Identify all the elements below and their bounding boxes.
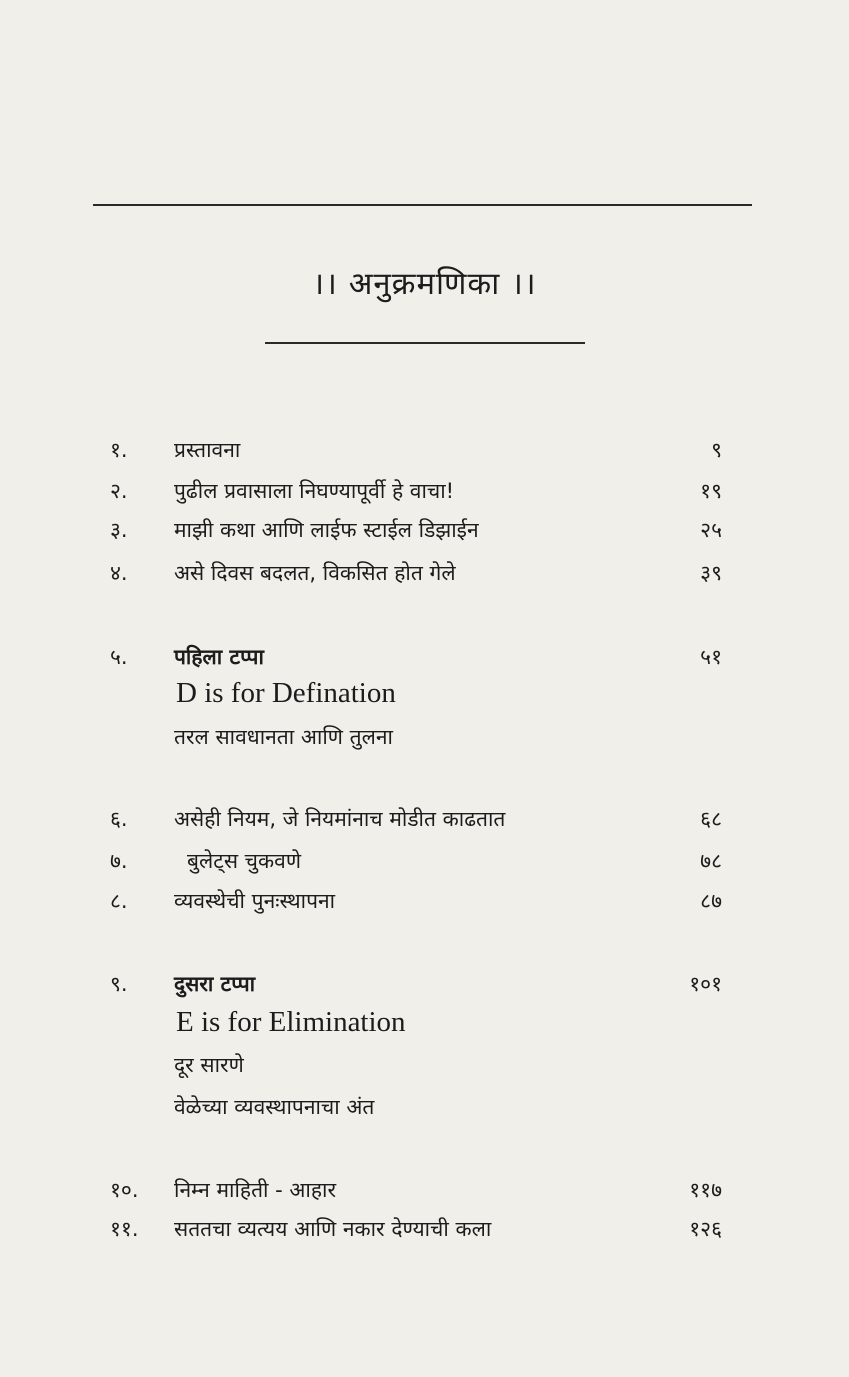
entry-number: १. xyxy=(110,438,128,462)
entry-page: ११७ xyxy=(689,1178,722,1202)
title-underline xyxy=(265,342,585,344)
entry-title: पुढील प्रवासाला निघण्यापूर्वी हे वाचा! xyxy=(174,479,455,503)
entry-number: १०. xyxy=(110,1178,139,1202)
entry-number: ३. xyxy=(110,518,128,542)
entry-title: निम्न माहिती - आहार xyxy=(174,1178,337,1202)
stage-subtitle-marathi-2: वेळेच्या व्यवस्थापनाचा अंत xyxy=(174,1095,375,1119)
entry-page: ८७ xyxy=(700,889,722,913)
entry-number: ६. xyxy=(110,807,128,831)
entry-number: ११. xyxy=(110,1217,139,1241)
entry-title: प्रस्तावना xyxy=(174,438,241,462)
entry-number: ५. xyxy=(110,645,128,669)
entry-page: १२६ xyxy=(689,1217,722,1241)
entry-title: असेही नियम, जे नियमांनाच मोडीत काढतात xyxy=(174,807,506,831)
stage-subtitle-marathi: दूर सारणे xyxy=(174,1053,244,1077)
page-title: ।। अनुक्रमणिका ।। xyxy=(312,266,537,302)
entry-page: ६८ xyxy=(700,807,722,831)
entry-page: १०१ xyxy=(689,972,722,996)
entry-page: ९ xyxy=(711,438,722,462)
entry-number: ७. xyxy=(110,849,128,873)
entry-page: १९ xyxy=(700,479,722,503)
entry-number: ९. xyxy=(110,972,128,996)
entry-page: ३९ xyxy=(700,561,722,585)
entry-title: व्यवस्थेची पुनःस्थापना xyxy=(174,889,336,913)
entry-title: दुसरा टप्पा xyxy=(174,972,256,996)
stage-subtitle-english: E is for Elimination xyxy=(176,1006,406,1038)
entry-number: ४. xyxy=(110,561,128,585)
entry-number: २. xyxy=(110,479,128,503)
entry-title: माझी कथा आणि लाईफ स्टाईल डिझाईन xyxy=(174,518,479,542)
entry-title: सततचा व्यत्यय आणि नकार देण्याची कला xyxy=(174,1217,492,1241)
entry-title: पहिला टप्पा xyxy=(174,645,264,669)
entry-page: ७८ xyxy=(700,849,722,873)
entry-number: ८. xyxy=(110,889,128,913)
stage-subtitle-english: D is for Defination xyxy=(176,677,396,709)
entry-page: २५ xyxy=(700,518,722,542)
entry-title: बुलेट्स चुकवणे xyxy=(187,849,302,873)
stage-subtitle-marathi: तरल सावधानता आणि तुलना xyxy=(174,725,393,749)
top-divider xyxy=(93,204,752,206)
entry-title: असे दिवस बदलत, विकसित होत गेले xyxy=(174,561,456,585)
entry-page: ५१ xyxy=(700,645,722,669)
